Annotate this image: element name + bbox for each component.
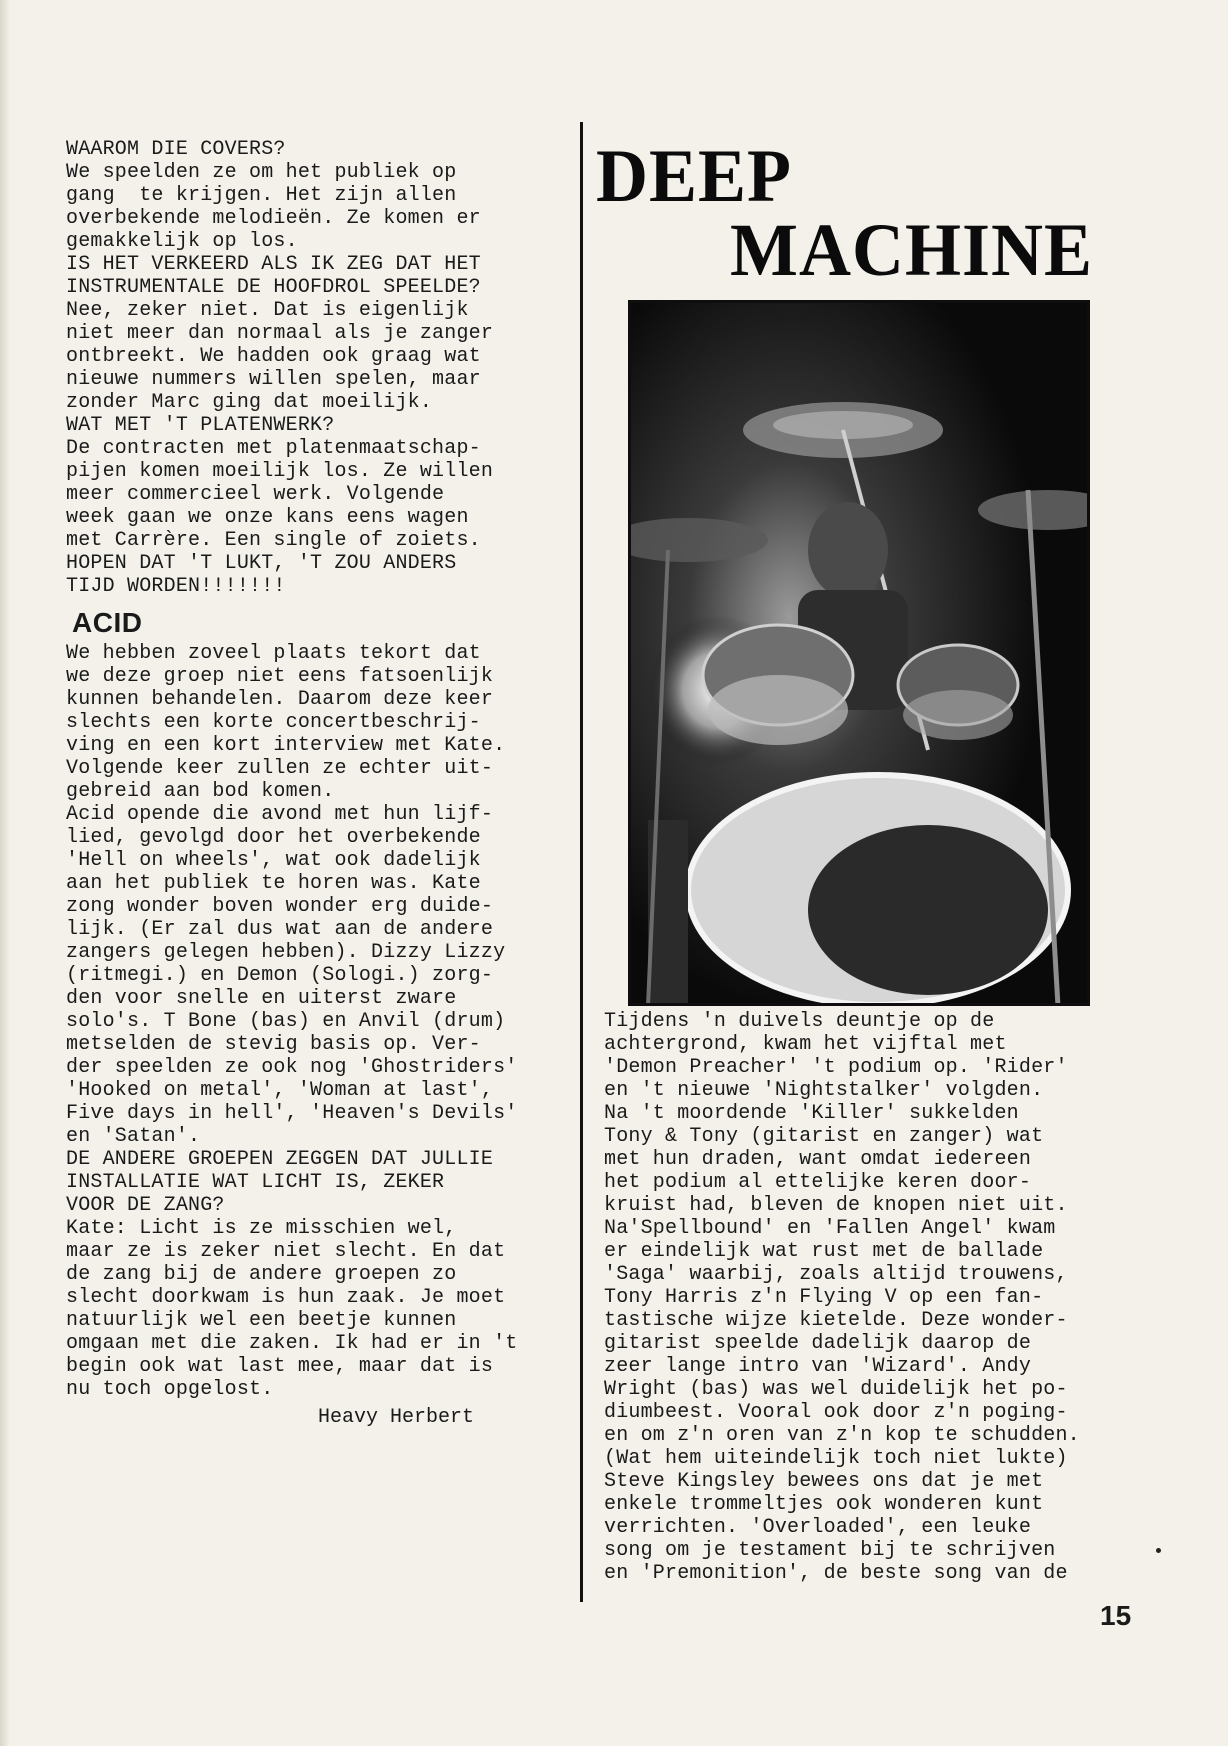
column-divider [580, 122, 583, 1602]
acid-heading: ACID [72, 607, 143, 638]
text-line: Acid opende die avond met hun lijf- [66, 803, 494, 826]
text-line: WAAROM DIE COVERS? [66, 138, 286, 161]
left-column [66, 138, 596, 1431]
text-line: diumbeest. Vooral ook door z'n poging- [604, 1401, 1068, 1424]
right-column [604, 1010, 1134, 1585]
text-line: Tijdens 'n duivels deuntje op de [604, 1010, 995, 1033]
text-line: verrichten. 'Overloaded', een leuke [604, 1516, 1032, 1539]
text-line: nu toch opgelost. [66, 1378, 274, 1401]
text-line: ontbreekt. We hadden ook graag wat [66, 345, 481, 368]
text-line: Kate: Licht is ze misschien wel, [66, 1217, 457, 1240]
text-line: met hun draden, want omdat iedereen [604, 1148, 1032, 1171]
text-line: met Carrère. Een single of zoiets. [66, 529, 481, 552]
text-line: natuurlijk wel een beetje kunnen [66, 1309, 457, 1332]
text-line: Nee, zeker niet. Dat is eigenlijk [66, 299, 469, 322]
text-line: gang te krijgen. Het zijn allen [66, 184, 457, 207]
text-line: Na'Spellbound' en 'Fallen Angel' kwam [604, 1217, 1056, 1240]
text-line: Steve Kingsley bewees ons dat je met [604, 1470, 1044, 1493]
text-line: 'Demon Preacher' 't podium op. 'Rider' [604, 1056, 1068, 1079]
text-line: slecht doorkwam is hun zaak. Je moet [66, 1286, 506, 1309]
text-line: begin ook wat last mee, maar dat is [66, 1355, 494, 1378]
text-line: we deze groep niet eens fatsoenlijk [66, 665, 494, 688]
deep-machine-article-text [604, 1010, 1134, 1585]
text-line: nieuwe nummers willen spelen, maar [66, 368, 481, 391]
text-line: WAT MET 'T PLATENWERK? [66, 414, 335, 437]
drummer-photo [628, 300, 1090, 1006]
text-line: kruist had, bleven de knopen niet uit. [604, 1194, 1068, 1217]
text-line: VOOR DE ZANG? [66, 1194, 225, 1217]
text-line: meer commercieel werk. Volgende [66, 483, 445, 506]
text-line: lied, gevolgd door het overbekende [66, 826, 481, 849]
text-line: zeer lange intro van 'Wizard'. Andy [604, 1355, 1032, 1378]
text-line: Five days in hell', 'Heaven's Devils' [66, 1102, 518, 1125]
text-line: en 't nieuwe 'Nightstalker' volgden. [604, 1079, 1044, 1102]
text-line: de zang bij de andere groepen zo [66, 1263, 457, 1286]
page-number: 15 [1100, 1600, 1132, 1631]
text-line: tastische wijze kietelde. Deze wonder- [604, 1309, 1068, 1332]
text-line: achtergrond, kwam het vijftal met [604, 1033, 1007, 1056]
text-line: Volgende keer zullen ze echter uit- [66, 757, 494, 780]
text-line: 'Hell on wheels', wat ook dadelijk [66, 849, 481, 872]
text-line: ving en een kort interview met Kate. [66, 734, 506, 757]
text-line: metselden de stevig basis op. Ver- [66, 1033, 481, 1056]
text-line: en om z'n oren van z'n kop te schudden. [604, 1424, 1080, 1447]
text-line: en 'Satan'. [66, 1125, 201, 1148]
text-line: er eindelijk wat rust met de ballade [604, 1240, 1044, 1263]
text-line: Na 't moordende 'Killer' sukkelden [604, 1102, 1019, 1125]
text-line: en 'Premonition', de beste song van de [604, 1562, 1068, 1585]
text-line: De contracten met platenmaatschap- [66, 437, 481, 460]
text-line: (ritmegi.) en Demon (Sologi.) zorg- [66, 964, 494, 987]
text-line: slechts een korte concertbeschrij- [66, 711, 481, 734]
text-line: week gaan we onze kans eens wagen [66, 506, 469, 529]
text-line: song om je testament bij te schrijven [604, 1539, 1056, 1562]
text-line: solo's. T Bone (bas) en Anvil (drum) [66, 1010, 506, 1033]
text-line: HOPEN DAT 'T LUKT, 'T ZOU ANDERS [66, 552, 457, 575]
text-line: der speelden ze ook nog 'Ghostriders' [66, 1056, 518, 1079]
page-edge [0, 0, 10, 1746]
text-line: Wright (bas) was wel duidelijk het po- [604, 1378, 1068, 1401]
text-line: gebreid aan bod komen. [66, 780, 335, 803]
text-line: Tony Harris z'n Flying V op een fan- [604, 1286, 1044, 1309]
text-line: den voor snelle en uiterst zware [66, 987, 457, 1010]
text-line: Tony & Tony (gitarist en zanger) wat [604, 1125, 1044, 1148]
text-line: aan het publiek te horen was. Kate [66, 872, 481, 895]
text-line: pijen komen moeilijk los. Ze willen [66, 460, 494, 483]
text-line: het podium al ettelijke keren door- [604, 1171, 1032, 1194]
text-line: 'Hooked on metal', 'Woman at last', [66, 1079, 494, 1102]
article-title-line-2: MACHINE [730, 208, 1093, 292]
interview-text [66, 138, 596, 598]
text-line: 'Saga' waarbij, zoals altijd trouwens, [604, 1263, 1068, 1286]
text-line: zangers gelegen hebben). Dizzy Lizzy [66, 941, 506, 964]
drummer-photo-image [628, 300, 1090, 1006]
text-line: We speelden ze om het publiek op [66, 161, 457, 184]
text-line: niet meer dan normaal als je zanger [66, 322, 494, 345]
ink-dot [1156, 1548, 1161, 1553]
text-line: overbekende melodieën. Ze komen er [66, 207, 481, 230]
text-line: omgaan met die zaken. Ik had er in 't [66, 1332, 518, 1355]
text-line: DE ANDERE GROEPEN ZEGGEN DAT JULLIE [66, 1148, 494, 1171]
acid-article-text [66, 642, 596, 1401]
text-line: IS HET VERKEERD ALS IK ZEG DAT HET [66, 253, 481, 276]
text-line: gemakkelijk op los. [66, 230, 298, 253]
text-line: zong wonder boven wonder erg duide- [66, 895, 494, 918]
text-line: maar ze is zeker niet slecht. En dat [66, 1240, 506, 1263]
article-title-line-1: DEEP [596, 134, 793, 218]
text-line: zonder Marc ging dat moeilijk. [66, 391, 433, 414]
author-signature: Heavy Herbert [318, 1406, 475, 1429]
text-line: INSTRUMENTALE DE HOOFDROL SPEELDE? [66, 276, 481, 299]
text-line: lijk. (Er zal dus wat aan de andere [66, 918, 494, 941]
text-line: INSTALLATIE WAT LICHT IS, ZEKER [66, 1171, 445, 1194]
text-line: (Wat hem uiteindelijk toch niet lukte) [604, 1447, 1068, 1470]
text-line: TIJD WORDEN!!!!!!! [66, 575, 286, 598]
text-line: enkele trommeltjes ook wonderen kunt [604, 1493, 1044, 1516]
text-line: kunnen behandelen. Daarom deze keer [66, 688, 494, 711]
text-line: We hebben zoveel plaats tekort dat [66, 642, 481, 665]
text-line: gitarist speelde dadelijk daarop de [604, 1332, 1032, 1355]
